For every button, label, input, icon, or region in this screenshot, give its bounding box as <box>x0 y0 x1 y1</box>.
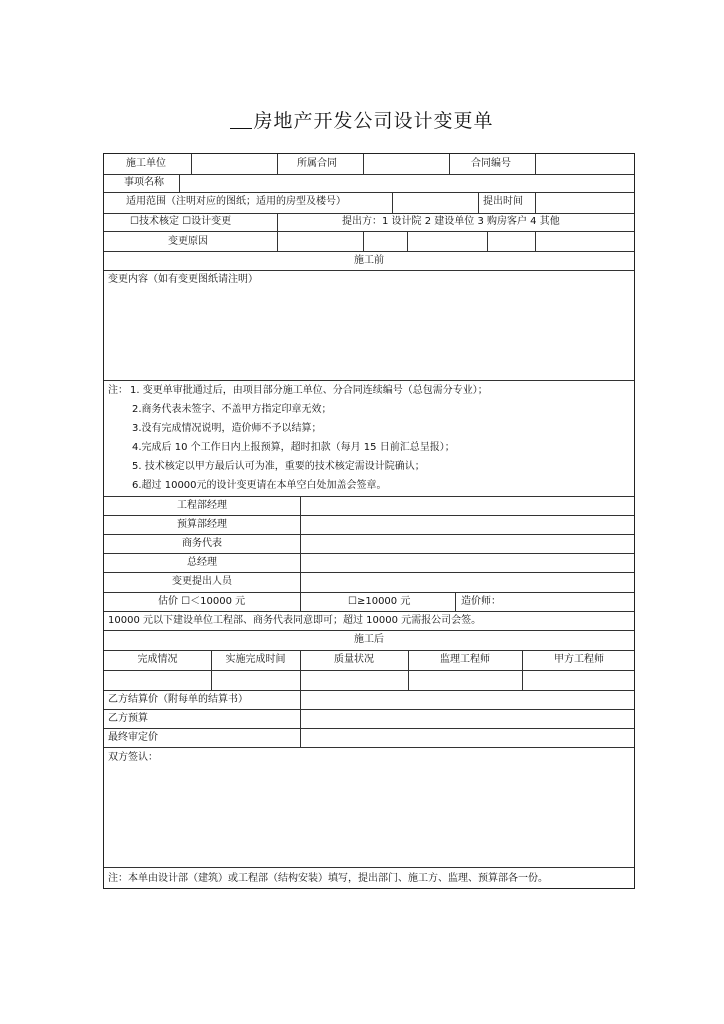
footer-note: 注：本单由设计部（建筑）或工程部（结构安装）填写，提出部门、施工方、监理、预算部各一份。 <box>108 873 548 884</box>
threshold-note: 10000 元以下建设单位工程部、商务代表同意即可；超过 10000 元需报公司会签。 <box>108 615 482 626</box>
notes-prefix: 注： <box>108 385 128 396</box>
settlement-label: 乙方结算价（附每单的结算书） <box>108 694 248 705</box>
col-quality-status: 质量状况 <box>334 654 374 665</box>
note-item: 4.完成后 10 个工作日内上报预算，超时扣款（每月 15 日前汇总呈报）； <box>132 442 455 453</box>
contract-label: 所属合同 <box>297 158 337 169</box>
page-title <box>0 106 724 133</box>
col-supervisor-engineer: 监理工程师 <box>440 654 490 665</box>
final-price-label: 最终审定价 <box>108 732 158 743</box>
item-name-label: 事项名称 <box>124 177 164 188</box>
approval-change-proposer: 变更提出人员 <box>172 576 232 587</box>
col-completion-time: 实施完成时间 <box>225 654 286 665</box>
approval-engineering-manager: 工程部经理 <box>177 500 227 511</box>
scope-label: 适用范围（注明对应的图纸；适用的房型及楼号） <box>126 196 346 207</box>
note-item: 1. 变更单审批通过后，由项目部分施工单位、分合同连续编号（总包需分专业）； <box>130 385 488 396</box>
col-owner-engineer: 甲方工程师 <box>554 654 604 665</box>
construction-unit-label: 施工单位 <box>126 158 166 169</box>
note-item: 2.商务代表未签字、不盖甲方指定印章无效； <box>132 404 332 415</box>
proposer-label: 提出方：1 设计院 2 建设单位 3 购房客户 4 其他 <box>342 216 560 227</box>
col-completion-status: 完成情况 <box>137 654 178 665</box>
approval-general-manager: 总经理 <box>187 557 217 568</box>
estimate-label: 估价 ☐＜10000 元 <box>158 596 246 607</box>
estimate-option-over: ☐≥10000 元 <box>348 596 411 607</box>
approval-commercial-rep: 商务代表 <box>182 538 222 549</box>
title-text: 房地产开发公司设计变更单 <box>253 110 494 132</box>
submit-time-label: 提出时间 <box>483 196 523 207</box>
after-section-label: 施工后 <box>354 634 384 645</box>
note-item: 5. 技术核定以甲方最后认可为准，重要的技术核定需设计院确认； <box>132 461 425 472</box>
change-order-form <box>103 153 635 889</box>
change-type-label: ☐技术核定 ☐设计变更 <box>130 216 232 227</box>
note-item: 3.没有完成情况说明，造价师不予以结算； <box>132 423 322 434</box>
before-section-label: 施工前 <box>354 255 384 266</box>
approval-budget-manager: 预算部经理 <box>177 519 227 530</box>
change-content-label: 变更内容（如有变更图纸请注明） <box>108 274 258 285</box>
note-item: 6.超过 10000元的设计变更请在本单空白处加盖会签章。 <box>132 480 387 491</box>
reason-label: 变更原因 <box>168 236 208 247</box>
contract-no-label: 合同编号 <box>471 158 511 169</box>
cost-engineer-label: 造价师： <box>461 596 501 607</box>
sign-label: 双方签认： <box>108 752 158 763</box>
title-blank-line <box>230 112 252 129</box>
contractor-budget-label: 乙方预算 <box>108 713 148 724</box>
